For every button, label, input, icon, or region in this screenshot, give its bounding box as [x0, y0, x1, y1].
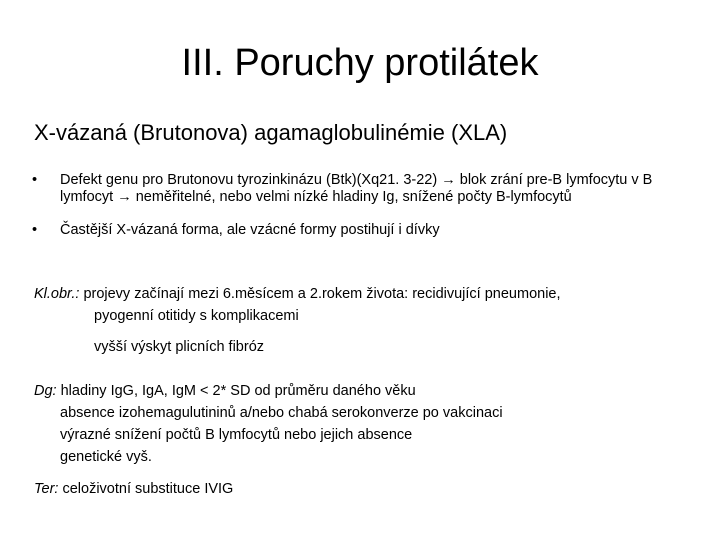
bullet-marker: •	[32, 222, 38, 238]
clinical-picture-section	[34, 283, 694, 358]
bullet-item	[32, 172, 692, 206]
bullet-item	[32, 222, 692, 239]
clinical-picture-text: projevy začínají mezi 6.měsícem a 2.rokem života: recidivující pneumonie,	[83, 286, 561, 302]
therapy-label: Ter:	[34, 481, 59, 497]
slide-subtitle: X-vázaná (Brutonova) agamaglobulinémie (XLA)	[34, 120, 508, 145]
diagnostics-section	[34, 380, 694, 468]
slide-title: III. Poruchy protilátek	[181, 42, 539, 84]
clinical-picture-label: Kl.obr.:	[34, 286, 80, 302]
bullet-marker: •	[32, 172, 38, 188]
diagnostics-line	[34, 380, 694, 402]
bullet-text: Defekt genu pro Brutonovu tyrozinkinázu (Btk)(Xq21. 3-22) → blok zrání pre-B lymfocytu v B lymfocyt → neměřitelné, nebo velmi nízké hladiny Ig, snížené počty B-lymfocytů	[60, 172, 653, 205]
therapy-section	[34, 478, 694, 500]
diagnostics-line: absence izohemagulutininů a/nebo chabá serokonverze po vakcinaci	[60, 405, 503, 421]
clinical-picture-line	[34, 283, 694, 305]
therapy-text: celoživotní substituce IVIG	[62, 481, 234, 497]
clinical-picture-line: pyogenní otitidy s komplikacemi	[94, 308, 299, 324]
diagnostics-text: hladiny IgG, IgA, IgM < 2* SD od průměru daného věku	[60, 383, 416, 399]
bullet-text: Častější X-vázaná forma, ale vzácné formy postihují i dívky	[60, 222, 440, 238]
diagnostics-line: genetické vyš.	[60, 449, 152, 465]
diagnostics-line: výrazné snížení počtů B lymfocytů nebo jejich absence	[60, 427, 413, 443]
diagnostics-label: Dg:	[34, 383, 57, 399]
bullet-list	[32, 172, 692, 255]
clinical-picture-line: vyšší výskyt plicních fibróz	[94, 339, 265, 355]
